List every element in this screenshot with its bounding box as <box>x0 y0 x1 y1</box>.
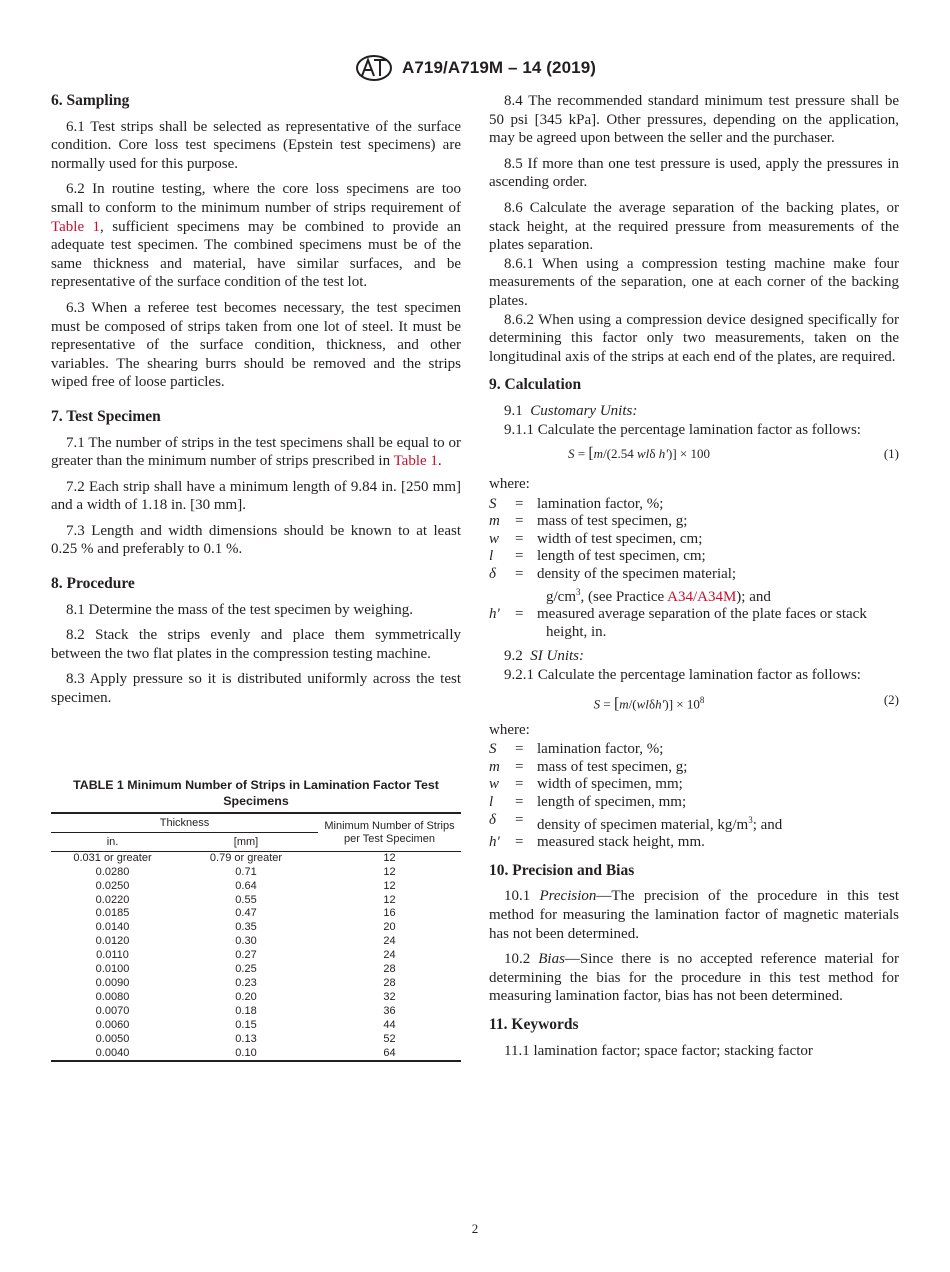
para-8-6: 8.6 Calculate the average separation of the backing plates, or stack height, at the required pressure from measurements of the plates separation. <box>489 199 899 254</box>
para-7-3: 7.3 Length and width dimensions should be known to at least 0.25 % and preferably to 0.1 %. <box>51 522 461 558</box>
cell-inches: 0.0185 <box>95 907 130 920</box>
table-row <box>51 880 461 894</box>
cell-mm: 0.55 <box>235 893 257 906</box>
cell-strips: 12 <box>383 851 396 864</box>
table-row <box>51 921 461 935</box>
page-number: 2 <box>471 1221 479 1236</box>
strips-header: Minimum Number of Strips per Test Specimen <box>318 813 461 851</box>
cell-mm: 0.47 <box>235 907 257 920</box>
inch-header: in. <box>51 832 174 851</box>
definition-item: m = mass of test specimen, g; <box>489 513 688 530</box>
cell-mm: 0.71 <box>235 865 257 878</box>
definition-item: S = lamination factor, %; <box>489 495 664 512</box>
cell-inches: 0.0140 <box>95 921 130 934</box>
left-column <box>51 92 461 715</box>
cell-inches: 0.0250 <box>95 879 130 892</box>
definition-item: m = mass of test specimen, g; <box>489 758 688 775</box>
definition-delta-2: δ = density of specimen material, $kg/m^3$; and <box>489 811 783 833</box>
definitions-1 <box>489 496 899 584</box>
table-row <box>51 991 461 1005</box>
para-6-1: 6.1 Test strips shall be selected as representative of the surface condition. Core loss test specimens (Epstein test specimens) are normally used for this purpose. <box>51 118 461 172</box>
para-9-2-1: 9.2.1 Calculate the percentage lamination factor as follows: <box>504 667 861 684</box>
para-6-3: 6.3 When a referee test becomes necessary, the test specimen must be composed of strips taken from one lot of steel. It must be representative of the surface condition, thickness, and other variables. The shearing burrs should be removed and the strips wiped free of loose particles. <box>51 299 461 391</box>
para-8-4: 8.4 The recommended standard minimum test pressure shall be 50 psi [345 kPa]. Other pressures, depending on the application, may be agreed upon between the seller and the purchaser. <box>489 93 899 147</box>
equation-2-number: (2) <box>883 691 899 707</box>
table-row <box>51 1033 461 1047</box>
table-1-title: TABLE 1 Minimum Number of Strips in Lamination Factor Test Specimens <box>73 778 439 808</box>
cell-strips: 24 <box>383 949 396 962</box>
cell-strips: 52 <box>383 1032 396 1045</box>
section-8-title: 8. Procedure <box>51 575 135 593</box>
cell-inches: 0.0050 <box>95 1032 130 1045</box>
para-10-2: 10.2 Bias—Since there is no accepted reference material for determining the bias for the procedure in this test method for measuring lamination factor, bias has not been determined. <box>489 951 900 1005</box>
table-row <box>51 977 461 991</box>
para-8-6-1: 8.6.1 When using a compression testing machine make four measurements of the separation, one at each corner of the backing plates. <box>489 255 899 309</box>
definition-item: w = width of specimen, mm; <box>489 776 683 793</box>
equation-1-number: (1) <box>883 446 899 462</box>
para-8-2: 8.2 Stack the strips evenly and place them symmetrically between the two flat plates in the compression testing machine. <box>51 627 461 662</box>
where-label-2: where: <box>489 721 530 738</box>
thickness-header: Thickness <box>51 813 318 832</box>
mm-header: [mm] <box>174 832 318 851</box>
definition-item: δ = density of the specimen material; <box>489 566 737 583</box>
section-10-title: 10. Precision and Bias <box>489 861 635 879</box>
cell-strips: 12 <box>383 879 396 892</box>
cell-strips: 16 <box>383 907 396 920</box>
cell-inches: 0.0120 <box>95 935 130 948</box>
document-id: A719/A719M – 14 (2019) <box>401 58 597 77</box>
cell-inches: 0.0070 <box>95 1004 130 1017</box>
para-11-1: 11.1 lamination factor; space factor; stacking factor <box>504 1042 813 1059</box>
cell-strips: 20 <box>383 921 396 934</box>
cell-inches: 0.0060 <box>95 1018 130 1031</box>
table-1-body <box>51 851 461 1061</box>
where-label-1: where: <box>489 476 530 493</box>
para-9-2: 9.2 SI Units: <box>504 648 584 665</box>
cell-mm: 0.20 <box>235 990 257 1003</box>
para-9-1-1: 9.1.1 Calculate the percentage lamination factor as follows: <box>504 421 861 438</box>
cell-inches: 0.0100 <box>95 963 130 976</box>
cell-strips: 12 <box>383 865 396 878</box>
table-row <box>51 907 461 921</box>
astm-logo-icon <box>354 54 394 82</box>
table-row <box>51 1019 461 1033</box>
section-6-title: 6. Sampling <box>51 92 130 109</box>
table-row <box>51 1047 461 1062</box>
definition-item: l = length of specimen, mm; <box>489 794 687 810</box>
definition-item: l = length of test specimen, cm; <box>489 548 706 565</box>
table-row <box>51 949 461 963</box>
definition-h-2: h' = measured stack height, mm. <box>489 834 705 851</box>
cell-strips: 28 <box>383 963 396 976</box>
equation-2: $S = [m/(wl\delta h')] \times 10^8$ (2) <box>593 691 899 712</box>
cell-inches: 0.0080 <box>95 990 130 1003</box>
cell-inches: 0.031 or greater <box>73 851 152 864</box>
cell-mm: 0.64 <box>235 879 257 892</box>
cell-strips: 12 <box>383 893 396 906</box>
para-8-5: 8.5 If more than one test pressure is used, apply the pressures in ascending order. <box>489 155 899 191</box>
cell-strips: 64 <box>383 1046 396 1059</box>
cell-strips: 36 <box>383 1004 396 1017</box>
cell-mm: 0.18 <box>235 1004 257 1017</box>
table-1-link[interactable]: Table 1 <box>51 218 101 235</box>
cell-mm: 0.79 or greater <box>209 851 283 864</box>
cell-mm: 0.13 <box>235 1032 257 1045</box>
cell-mm: 0.30 <box>235 935 257 948</box>
section-11-title: 11. Keywords <box>489 1015 579 1033</box>
para-8-1: 8.1 Determine the mass of the test specimen by weighing. <box>66 601 413 618</box>
cell-inches: 0.0220 <box>95 893 130 906</box>
definition-item: w = width of test specimen, cm; <box>489 530 703 547</box>
table-row <box>51 1005 461 1019</box>
para-7-1: 7.1 The number of strips in the test specimens shall be equal to or greater than the minimum number of strips prescribed in Table 1. <box>51 434 461 470</box>
table-row <box>51 963 461 977</box>
cell-mm: 0.15 <box>235 1018 257 1031</box>
equation-1: S = [m/(2.54 wlδ h')] × 100 (1) <box>568 445 899 463</box>
table-row <box>51 851 461 865</box>
table-1 <box>51 812 461 1062</box>
cell-strips: 28 <box>383 976 396 989</box>
definitions-2 <box>489 741 899 811</box>
table-row <box>51 894 461 908</box>
page-header <box>0 54 950 87</box>
a34-link[interactable]: A34/A34M <box>667 588 737 605</box>
cell-mm: 0.27 <box>235 949 257 962</box>
table-row <box>51 935 461 949</box>
cell-strips: 44 <box>383 1018 396 1031</box>
cell-inches: 0.0280 <box>95 865 130 878</box>
table-1-link[interactable]: Table 1 <box>393 453 438 470</box>
definition-item: S = lamination factor, %; <box>489 741 664 758</box>
para-8-3: 8.3 Apply pressure so it is distributed uniformly across the test specimen. <box>51 671 461 707</box>
definition-h: h' = measured average separation of the plate faces or stack height, in. <box>489 606 867 640</box>
para-8-6-2: 8.6.2 When using a compression device designed specifically for determining this factor only two measurements, taken on the longitudinal axis of the strips at each end of the plates, are required. <box>489 311 899 365</box>
para-7-2: 7.2 Each strip shall have a minimum length of 9.84 in. [250 mm] and a width of 1.18 in. [30 mm]. <box>51 478 461 514</box>
para-10-1: 10.1 Precision—The precision of the procedure in this test method for measuring the lamination factor of magnetic materials has not been determined. <box>489 888 900 942</box>
cell-inches: 0.0110 <box>96 949 129 962</box>
cell-mm: 0.35 <box>235 921 257 934</box>
cell-mm: 0.25 <box>235 963 257 976</box>
para-9-1: 9.1 Customary Units: <box>504 402 638 419</box>
definition-delta-cont: $g/cm^3$, (see Practice A34/A34M); and <box>546 586 771 605</box>
cell-inches: 0.0040 <box>95 1046 130 1059</box>
cell-strips: 24 <box>383 935 396 948</box>
right-column <box>489 92 899 1060</box>
cell-strips: 32 <box>383 990 396 1003</box>
section-7-title: 7. Test Specimen <box>51 407 161 425</box>
para-6-2: 6.2 In routine testing, where the core loss specimens are too small to conform to the minimum number of strips requirement of Table 1, sufficient specimens may be combined to provide an adequate test specimen. The combined specimens must be of the same thickness and material, have similar surfaces, and be representative of the surface condition of the test lot. <box>51 181 461 291</box>
table-row <box>51 866 461 880</box>
section-9-title: 9. Calculation <box>489 376 582 394</box>
cell-inches: 0.0090 <box>95 976 130 989</box>
cell-mm: 0.10 <box>235 1046 257 1059</box>
cell-mm: 0.23 <box>235 976 257 989</box>
